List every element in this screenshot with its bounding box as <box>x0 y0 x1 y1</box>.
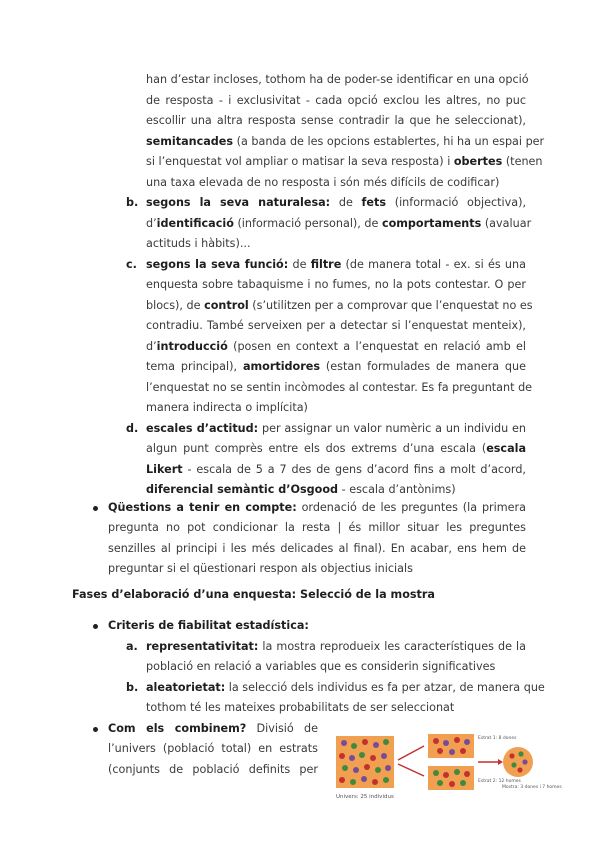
individual-dot <box>517 767 522 772</box>
individual-dot <box>522 759 527 764</box>
individual-dot <box>353 767 359 773</box>
individual-dot <box>339 777 345 783</box>
individual-dot <box>385 765 391 771</box>
bold-term: comportaments <box>381 217 482 230</box>
bold-term: Com els combinem? <box>108 722 247 735</box>
individual-dot <box>464 739 470 745</box>
text-line: blocs), de control (s’utilitzen per a comprovar que l’enquestat no es <box>146 299 533 312</box>
individual-dot <box>454 737 460 743</box>
text-line: de resposta - i exclusivitat - cada opció exclou les altres, no puc <box>146 94 526 107</box>
individual-dot <box>381 753 387 759</box>
text-line: diferencial semàntic d’Osgood - escala d’antònims) <box>146 483 456 496</box>
bold-term: representativitat: <box>146 640 259 653</box>
bold-term: amortidores <box>242 360 320 373</box>
text-line: població en relació a variables que es considerin significatives <box>146 660 496 673</box>
list-marker: d. <box>126 422 139 435</box>
bullet-icon <box>93 727 98 732</box>
individual-dot <box>509 753 514 758</box>
text-line: (conjunts de població definits per <box>108 763 318 776</box>
text-line: d’introducció (posen en context a l’enquestat en relació amb el <box>146 340 526 353</box>
list-marker: c. <box>126 258 137 271</box>
individual-dot <box>372 779 378 785</box>
figure-label-universe: Univers: 25 individus <box>336 794 394 800</box>
text-line: l’univers (població total) en estrats <box>108 742 318 755</box>
individual-dot <box>349 755 355 761</box>
bold-term: escala <box>486 442 526 455</box>
individual-dot <box>341 740 347 746</box>
individual-dot <box>383 739 389 745</box>
individual-dot <box>518 751 523 756</box>
text-line: aleatorietat: la selecció dels individus es fa per atzar, de manera que <box>146 681 545 694</box>
bold-term: identificació <box>156 217 234 230</box>
text-line: escollir una altra resposta sense contradir la que he seleccionat), <box>146 114 526 127</box>
bold-term: escales d’actitud: <box>146 422 259 435</box>
individual-dot <box>364 764 370 770</box>
bold-term: fets <box>361 196 387 209</box>
text-line: algun punt comprès entre els dos extrems d’una escala (escala <box>146 442 526 455</box>
individual-dot <box>370 755 376 761</box>
individual-dot <box>443 772 449 778</box>
figure-label-stratum-1: Estrat 1: 8 dones <box>478 736 517 741</box>
list-marker: b. <box>126 681 139 694</box>
individual-dot <box>511 762 516 767</box>
individual-dot <box>351 743 357 749</box>
bold-term: Qüestions a tenir en compte: <box>108 501 297 514</box>
text-line: segons la seva funció: de filtre (de manera total - ex. si és una <box>146 258 526 271</box>
text-line: preguntar si el qüestionari respon als objectius inicials <box>108 562 413 575</box>
bold-term: introducció <box>156 340 228 353</box>
bold-term: semitancades <box>146 135 234 148</box>
individual-dot <box>437 748 443 754</box>
individual-dot <box>464 771 470 777</box>
section-heading: Fases d’elaboració d’una enquesta: Selecció de la mostra <box>72 588 435 601</box>
individual-dot <box>359 752 365 758</box>
individual-dot <box>454 769 460 775</box>
individual-dot <box>373 742 379 748</box>
individual-dot <box>460 780 466 786</box>
individual-dot <box>362 739 368 745</box>
bold-term: control <box>204 299 249 312</box>
individual-dot <box>443 740 449 746</box>
text-line: manera indirecta o implícita) <box>146 401 308 414</box>
bullet-icon <box>93 624 98 629</box>
text-line: pregunta no pot condicionar la resta | és millor situar les preguntes <box>108 521 526 534</box>
text-line: l’enquestat no se sentin incòmodes al contestar. Es fa preguntant de <box>146 381 533 394</box>
bold-term: segons la seva funció: <box>146 258 289 271</box>
text-line: Qüestions a tenir en compte: ordenació de les preguntes (la primera <box>108 501 526 514</box>
bold-term: Criteris de fiabilitat estadística: <box>108 619 309 632</box>
individual-dot <box>383 777 389 783</box>
bold-term: segons la seva naturalesa: <box>146 196 331 209</box>
individual-dot <box>350 779 356 785</box>
text-line: enquesta sobre tabaquisme i no fumes, no la pots contestar. O per <box>146 278 526 291</box>
text-line: segons la seva naturalesa: de fets (informació objectiva), <box>146 196 526 209</box>
individual-dot <box>339 753 345 759</box>
list-marker: a. <box>126 640 138 653</box>
text-line: senzilles al principi i les més delicades al final). En acabar, ens hem de <box>108 542 526 555</box>
text-line: tema principal), amortidores (estan formulades de manera que <box>146 360 527 373</box>
bullet-icon <box>93 506 98 511</box>
text-line: semitancades (a banda de les opcions establertes, hi ha un espai per <box>146 135 545 148</box>
text-line: una taxa elevada de no resposta i són més difícils de codificar) <box>146 176 500 189</box>
individual-dot <box>449 781 455 787</box>
sample-circle <box>503 747 533 777</box>
individual-dot <box>375 767 381 773</box>
text-line: actituds i hàbits)... <box>146 237 251 250</box>
text-line: d’identificació (informació personal), de comportaments (avaluar <box>146 217 532 230</box>
individual-dot <box>437 780 443 786</box>
bold-term: obertes <box>453 155 503 168</box>
bold-term: Likert <box>146 463 183 476</box>
figure-label-sample: Mostra: 3 dones i 7 homes <box>502 785 562 790</box>
individual-dot <box>460 748 466 754</box>
text-line: tothom té les mateixes probabilitats de ser seleccionat <box>146 701 455 714</box>
list-marker: b. <box>126 196 139 209</box>
figure-label-stratum-2: Estrat 2: 12 homes <box>478 779 521 784</box>
individual-dot <box>433 770 439 776</box>
bold-term: diferencial semàntic d’Osgood <box>146 483 339 496</box>
individual-dot <box>449 749 455 755</box>
text-line: Likert - escala de 5 a 7 des de gens d’acord fins a molt d’acord, <box>146 463 526 476</box>
text-line: escales d’actitud: per assignar un valor numèric a un individu en <box>146 422 526 435</box>
individual-dot <box>433 738 439 744</box>
text-line <box>108 616 309 637</box>
text-line: contradiu. També serveixen per a detectar si l’enquestat menteix), <box>146 319 526 332</box>
individual-dot <box>342 765 348 771</box>
text-line: representativitat: la mostra reprodueix les característiques de la <box>146 640 526 653</box>
bold-term: filtre <box>310 258 342 271</box>
text-line: si l’enquestat vol ampliar o matisar la seva resposta) i obertes (tenen <box>146 155 543 168</box>
stratified-sampling-diagram <box>332 730 562 802</box>
bold-term: aleatorietat: <box>146 681 226 694</box>
text-line: Com els combinem? Divisió de <box>108 722 318 735</box>
text-line: han d’estar incloses, tothom ha de poder-se identificar en una opció <box>146 73 529 86</box>
individual-dot <box>361 776 367 782</box>
